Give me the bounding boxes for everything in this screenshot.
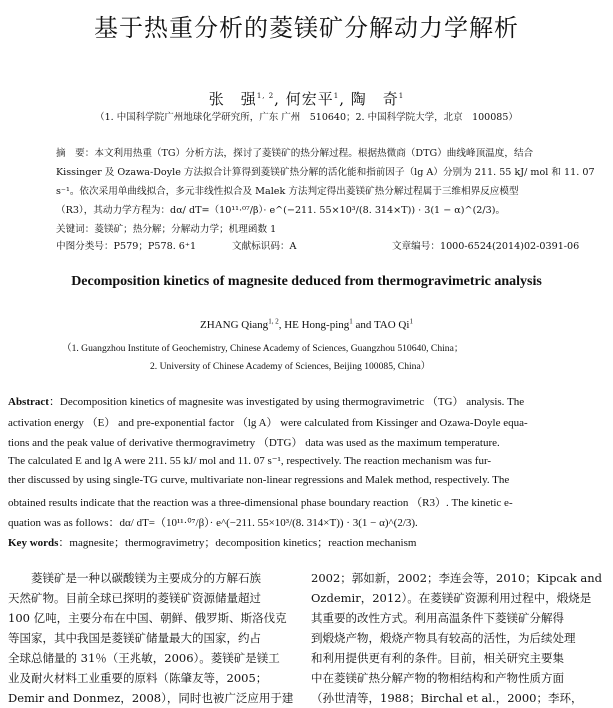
body-left-line: Demir and Donmez，2008），同时也被广泛应用于建 [8,691,294,705]
en-abstract-line: ther discussed by using single-TG curve, multivariate non-linear regressions and Malek method, respectively. The [8,474,510,486]
body-right-line: 到煅烧产物，煅烧产物具有较高的活性，为后续处理 [311,631,576,645]
body-left-line: 天然矿物。目前全球已探明的菱镁矿资源储量超过 [8,591,261,605]
en-abstract-label: Abstract [8,396,49,408]
body-right-line: （孙世清等，1988；Birchal et al.，2000；李环， [311,691,583,705]
zh-affiliation: （1. 中国科学院广州地球化学研究所，广东 广州 510640；2. 中国科学院大学，北京 100085） [95,112,518,123]
body-left-line: 全球总储量的 31％（王兆敏，2006）。菱镁矿是镁工 [8,651,280,665]
en-abstract-line: tions and the peak value of derivative thermogravimetry （DTG） data was used as the maximum temperature. [8,437,500,449]
zh-abstract-line: Kissinger 及 Ozawa-Doyle 方法拟合计算得到菱镁矿热分解的活化能和指前因子（lg A）分别为 211. 55 kJ/ mol 和 11. 07 [56,167,595,178]
zh-title: 基于热重分析的菱镁矿分解动力学解析 [94,14,519,42]
body-right-line: 和利用提供更有利的条件。目前，相关研究主要集 [311,651,564,665]
zh-keywords: 关键词：菱镁矿；热分解；分解动力学；机理函数 1 [56,224,277,235]
en-authors [0,319,613,331]
zh-author-3: , 陶 奇 [339,90,399,108]
en-author-3: and TAO Qi [352,319,410,331]
zh-author-1-affil: 1, 2 [256,92,275,100]
body-right-line: 2002；郭如新，2002；李连会等，2010；Kipcak and [311,571,602,585]
en-abstract-line: The calculated E and lg A were 211. 55 kJ/ mol and 11. 07 s⁻¹, respectively. The reaction mechanism was fur- [8,455,492,467]
en-title: Decomposition kinetics of magnesite deduced from thermogravimetric analysis [71,274,542,289]
en-author-1-affil: 1, 2 [268,317,279,326]
zh-author-2-affil: 1 [333,92,340,100]
body-right-line: Ozdemir，2012）。在菱镁矿资源利用过程中，煅烧是 [311,591,592,605]
zh-document-code: 文献标识码：A [232,241,297,252]
body-left-line: 菱镁矿是一种以碳酸镁为主要成分的方解石族 [8,571,261,585]
en-abstract-line: quation was as follows：dα/ dT=（10¹¹·⁰⁷/β）· e^(−211. 55×10³/(8. 314×T)) · 3(1 − α)^(2/3). [8,517,418,529]
en-abstract-line: obtained results indicate that the reaction was a three-dimensional phase boundary reaction （R3）. The kinetic e- [8,497,513,509]
zh-authors [0,88,613,109]
body-left-line: 等国家，其中我国是菱镁矿储量最大的国家，约占 [8,631,261,645]
zh-author-3-affil: 1 [398,92,405,100]
zh-article-number: 文章编号：1000-6524(2014)02-0391-06 [392,241,580,252]
en-affiliation-1: （1. Guangzhou Institute of Geochemistry, Chinese Academy of Sciences, Guangzhou 510640, China； [62,343,464,354]
en-keywords: Key words：magnesite；thermogravimetry；decomposition kinetics；reaction mechanism [8,537,417,549]
body-right-line: 其重要的改性方式。利用高温条件下菱镁矿分解得 [311,611,564,625]
zh-abstract-line: s⁻¹。依次采用单曲线拟合，多元非线性拟合及 Malek 方法判定得出菱镁矿热分解过程属于三维相界反应模型 [56,186,519,197]
zh-abstract-line: （R3），其动力学方程为：dα/ dT=（10¹¹·⁰⁷/β）· e^(−211. 55×10³/(8. 314×T)) · 3(1 − α)^(2/3)。 [56,205,506,216]
en-author-2: , HE Hong-ping [278,319,350,331]
body-left-line: 100 亿吨，主要分布在中国、朝鲜、俄罗斯、斯洛伐克 [8,611,287,625]
zh-author-1: 张 强 [208,90,257,108]
en-affiliation-2: 2. University of Chinese Academy of Sciences, Beijing 100085, China） [150,361,431,372]
zh-clc-number: 中图分类号：P579；P578. 6⁺1 [56,241,197,252]
zh-author-2: , 何宏平 [274,90,334,108]
en-abstract-line: activation energy （E） and pre-exponential factor （lg A） were calculated from Kissinger and Ozawa-Doyle equa- [8,417,528,429]
zh-abstract-line: 摘 要：本文利用热重（TG）分析方法，探讨了菱镁矿的热分解过程。根据热微商（DTG）曲线峰顶温度，结合 [56,148,534,159]
body-right-line: 中在菱镁矿热分解产物的物相结构和产物性质方面 [311,671,564,685]
en-author-1: ZHANG Qiang [200,319,269,331]
en-author-3-affil: 1 [409,317,413,326]
en-keywords-label: Key words [8,537,59,549]
en-author-2-affil: 1 [349,317,353,326]
body-left-line: 业及耐火材料工业重要的原料（陈肇友等，2005； [8,671,268,685]
en-abstract-line: Abstract：Decomposition kinetics of magnesite was investigated by using thermogravimetric （TG） analysis. The [8,396,525,408]
